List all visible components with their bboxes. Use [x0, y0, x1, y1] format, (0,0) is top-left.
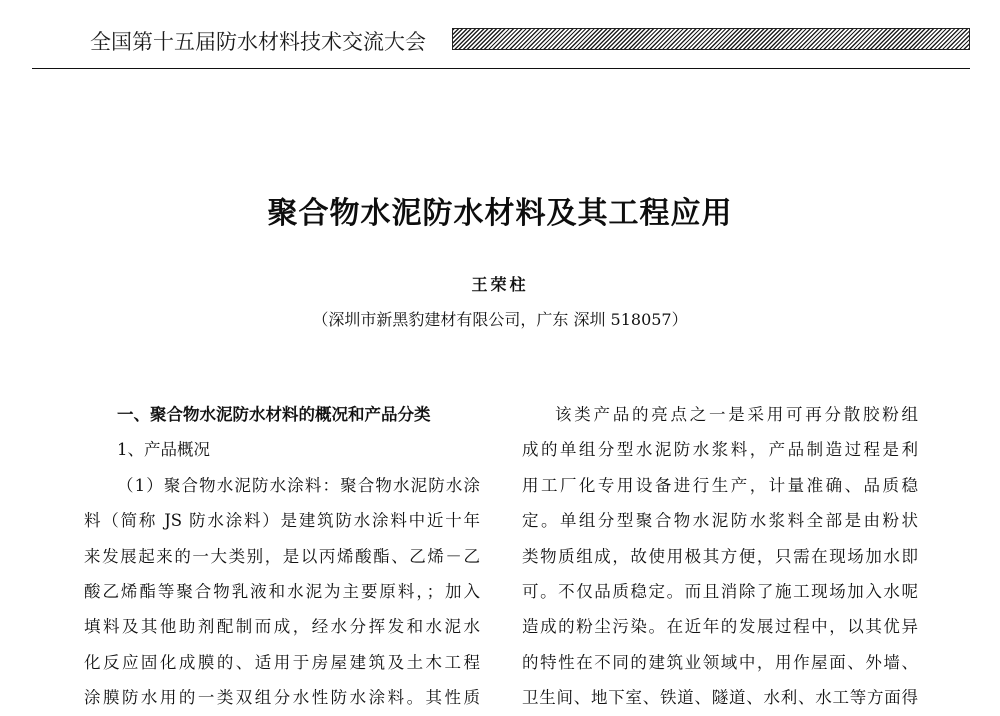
left-column [84, 397, 480, 716]
body-line: 化反应固化成膜的、适用于房屋建筑及土木工程 [84, 652, 480, 672]
paper-title: 聚合物水泥防水材料及其工程应用 [267, 196, 733, 231]
body-line: 可。不仅品质稳定。而且消除了施工现场加入水呢 [522, 582, 918, 602]
subsection-heading: 1、产品概况 [117, 440, 210, 460]
body-line: 用工厂化专用设备进行生产，计量准确、品质稳 [522, 475, 918, 495]
body-line: 料（简称 JS 防水涂料）是建筑防水涂料中近十年 [84, 511, 480, 531]
body-line: 该类产品的亮点之一是采用可再分散胶粉组 [555, 405, 918, 424]
body-line: 卫生间、地下室、铁道、隧道、水利、水工等方面得 [522, 688, 918, 708]
conference-title: 全国第十五届防水材料技术交流大会 [90, 30, 426, 54]
body-line: 来发展起来的一大类别，是以丙烯酸酯、乙烯－乙 [84, 546, 480, 566]
running-header [32, 24, 970, 70]
body-line: 定。单组分型聚合物水泥防水浆料全部是由粉状 [522, 511, 918, 531]
body-line: （1）聚合物水泥防水涂料：聚合物水泥防水涂 [117, 475, 480, 495]
author-name: 王荣柱 [471, 275, 529, 294]
body-line: 填料及其他助剂配制而成，经水分挥发和水泥水 [84, 617, 480, 637]
section-heading: 一、聚合物水泥防水材料的概况和产品分类 [117, 405, 431, 424]
body-line: 造成的粉尘污染。在近年的发展过程中，以其优异 [522, 617, 918, 637]
body-line: 的特性在不同的建筑业领域中，用作屋面、外墙、 [522, 652, 918, 672]
header-hatch-bar [452, 28, 970, 50]
body-line: 涂膜防水用的一类双组分水性防水涂料。其性质 [84, 688, 480, 708]
right-column [522, 397, 918, 716]
body-line: 类物质组成，故使用极其方便，只需在现场加水即 [522, 546, 918, 566]
body-line: 成的单组分型水泥防水浆料，产品制造过程是利 [522, 440, 918, 460]
body-line: 酸乙烯酯等聚合物乳液和水泥为主要原料，；加入 [84, 582, 480, 602]
author-affiliation: （深圳市新黑豹建材有限公司，广东 深圳 518057） [312, 310, 688, 329]
header-rule [32, 68, 970, 69]
